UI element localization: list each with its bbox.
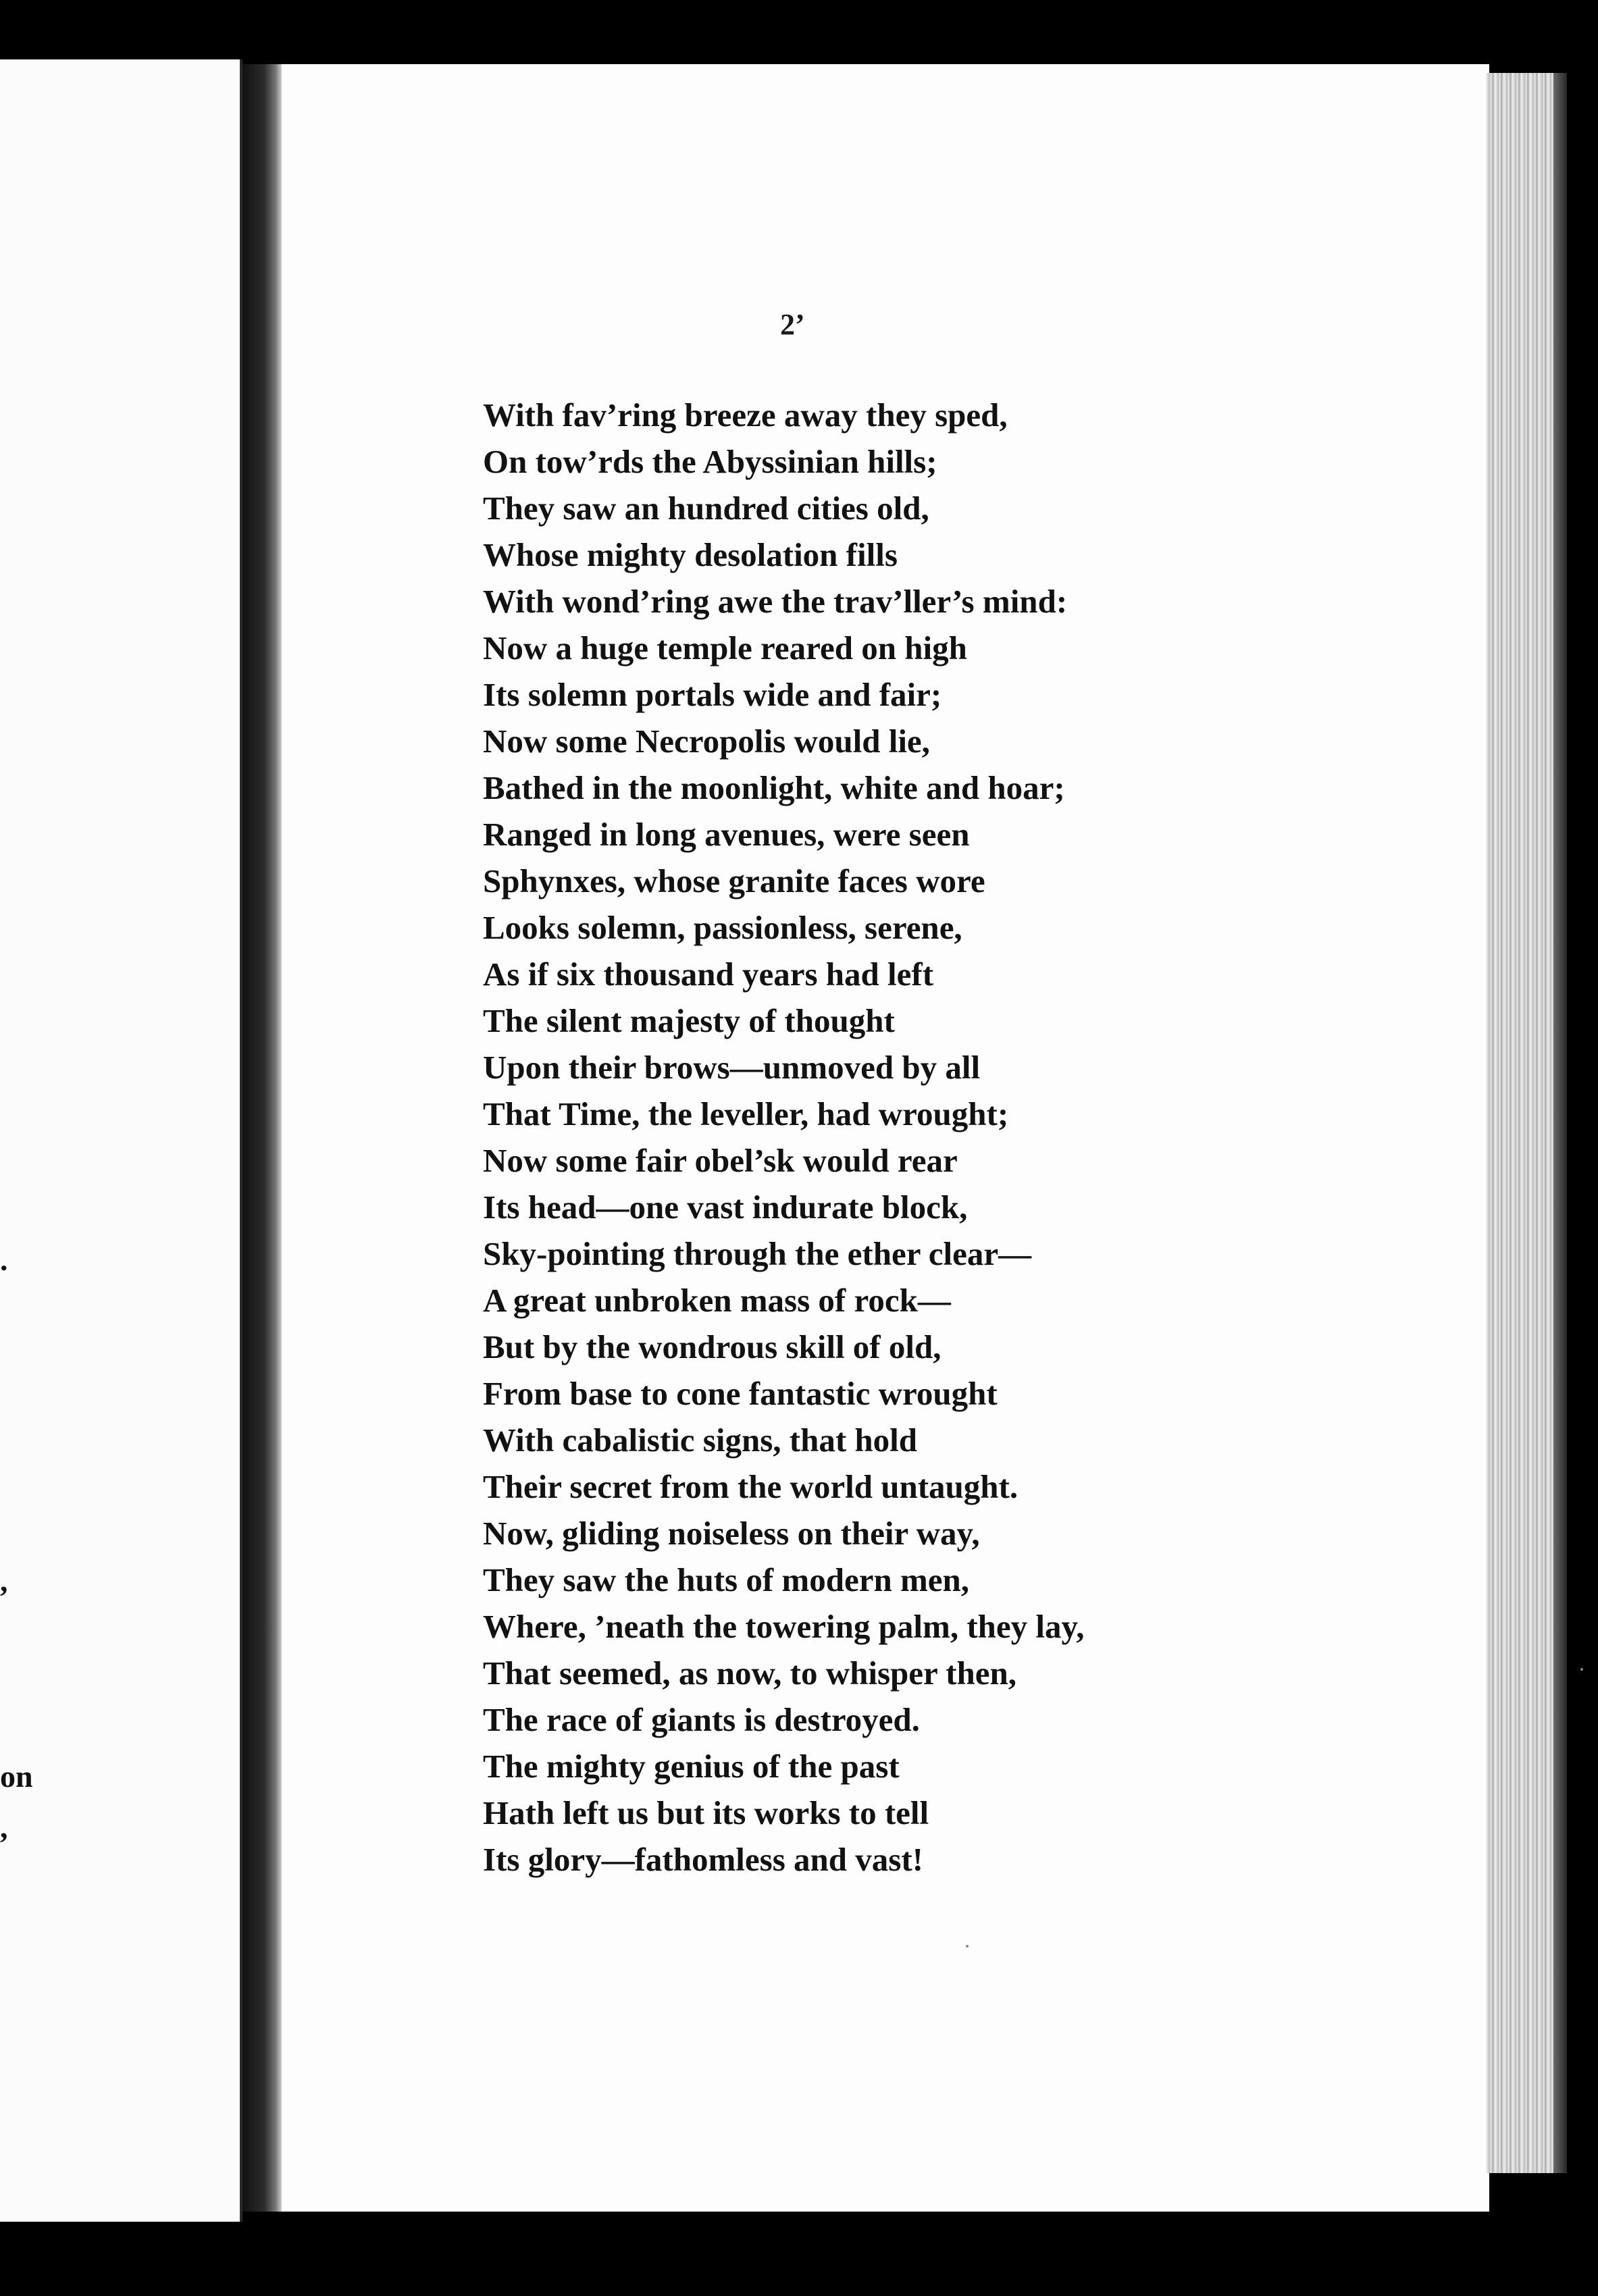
left-page-fragment: . [0, 1243, 8, 1277]
poem-line: Looks solemn, passionless, serene, [483, 909, 962, 946]
poem-line: Where, ’neath the towering palm, they lay, [483, 1608, 1085, 1645]
left-page-fragment: on [0, 1759, 33, 1794]
poem-line: Sphynxes, whose granite faces wore [483, 862, 985, 899]
poem-line: Now some Necropolis would lie, [483, 723, 930, 760]
poem-line: Now, gliding noiseless on their way, [483, 1515, 980, 1552]
poem-line: Its solemn portals wide and fair; [483, 676, 942, 713]
poem-line: But by the wondrous skill of old, [483, 1328, 942, 1365]
poem-line: They saw an hundred cities old, [483, 490, 929, 527]
paper-speck [1580, 1668, 1583, 1671]
poem-line: Now a huge temple reared on high [483, 629, 967, 667]
poem-line: They saw the huts of modern men, [483, 1561, 970, 1598]
poem-line: The race of giants is destroyed. [483, 1701, 920, 1738]
paper-speck [966, 1945, 969, 1948]
poem-line: Bathed in the moonlight, white and hoar; [483, 769, 1065, 806]
poem-line: From base to cone fantastic wrought [483, 1375, 998, 1412]
poem-line: The silent majesty of thought [483, 1002, 895, 1039]
left-page [0, 59, 242, 2222]
poem-text [483, 392, 1085, 1883]
poem-line: With wond’ring awe the trav’ller’s mind: [483, 583, 1068, 620]
poem-line: Whose mighty desolation fills [483, 536, 898, 573]
poem-line: The mighty genius of the past [483, 1748, 900, 1785]
left-page-fragment: , [0, 1563, 8, 1598]
poem-line: That seemed, as now, to whisper then, [483, 1654, 1016, 1692]
poem-line: With cabalistic signs, that hold [483, 1421, 918, 1459]
poem-line: Its head—one vast indurate block, [483, 1189, 968, 1226]
book-gutter [242, 64, 282, 2212]
poem-line: Its glory—fathomless and vast! [483, 1841, 923, 1878]
poem-line: Hath left us but its works to tell [483, 1794, 929, 1831]
poem-line: That Time, the leveller, had wrought; [483, 1095, 1009, 1132]
poem-line: As if six thousand years had left [483, 956, 934, 993]
page-number: 2’ [780, 308, 805, 341]
left-page-fragment: , [0, 1810, 8, 1844]
poem-line: Sky-pointing through the ether clear— [483, 1235, 1032, 1272]
poem-line: Their secret from the world untaught. [483, 1468, 1019, 1505]
poem-line: With fav’ring breeze away they sped, [483, 396, 1008, 434]
poem-line: On tow’rds the Abyssinian hills; [483, 443, 937, 480]
page-edge-shadow [1553, 73, 1567, 2173]
poem-line: Upon their brows—unmoved by all [483, 1049, 981, 1086]
poem-line: Ranged in long avenues, were seen [483, 816, 970, 853]
poem-line: A great unbroken mass of rock— [483, 1282, 951, 1319]
poem-line: Now some fair obel’sk would rear [483, 1142, 958, 1179]
